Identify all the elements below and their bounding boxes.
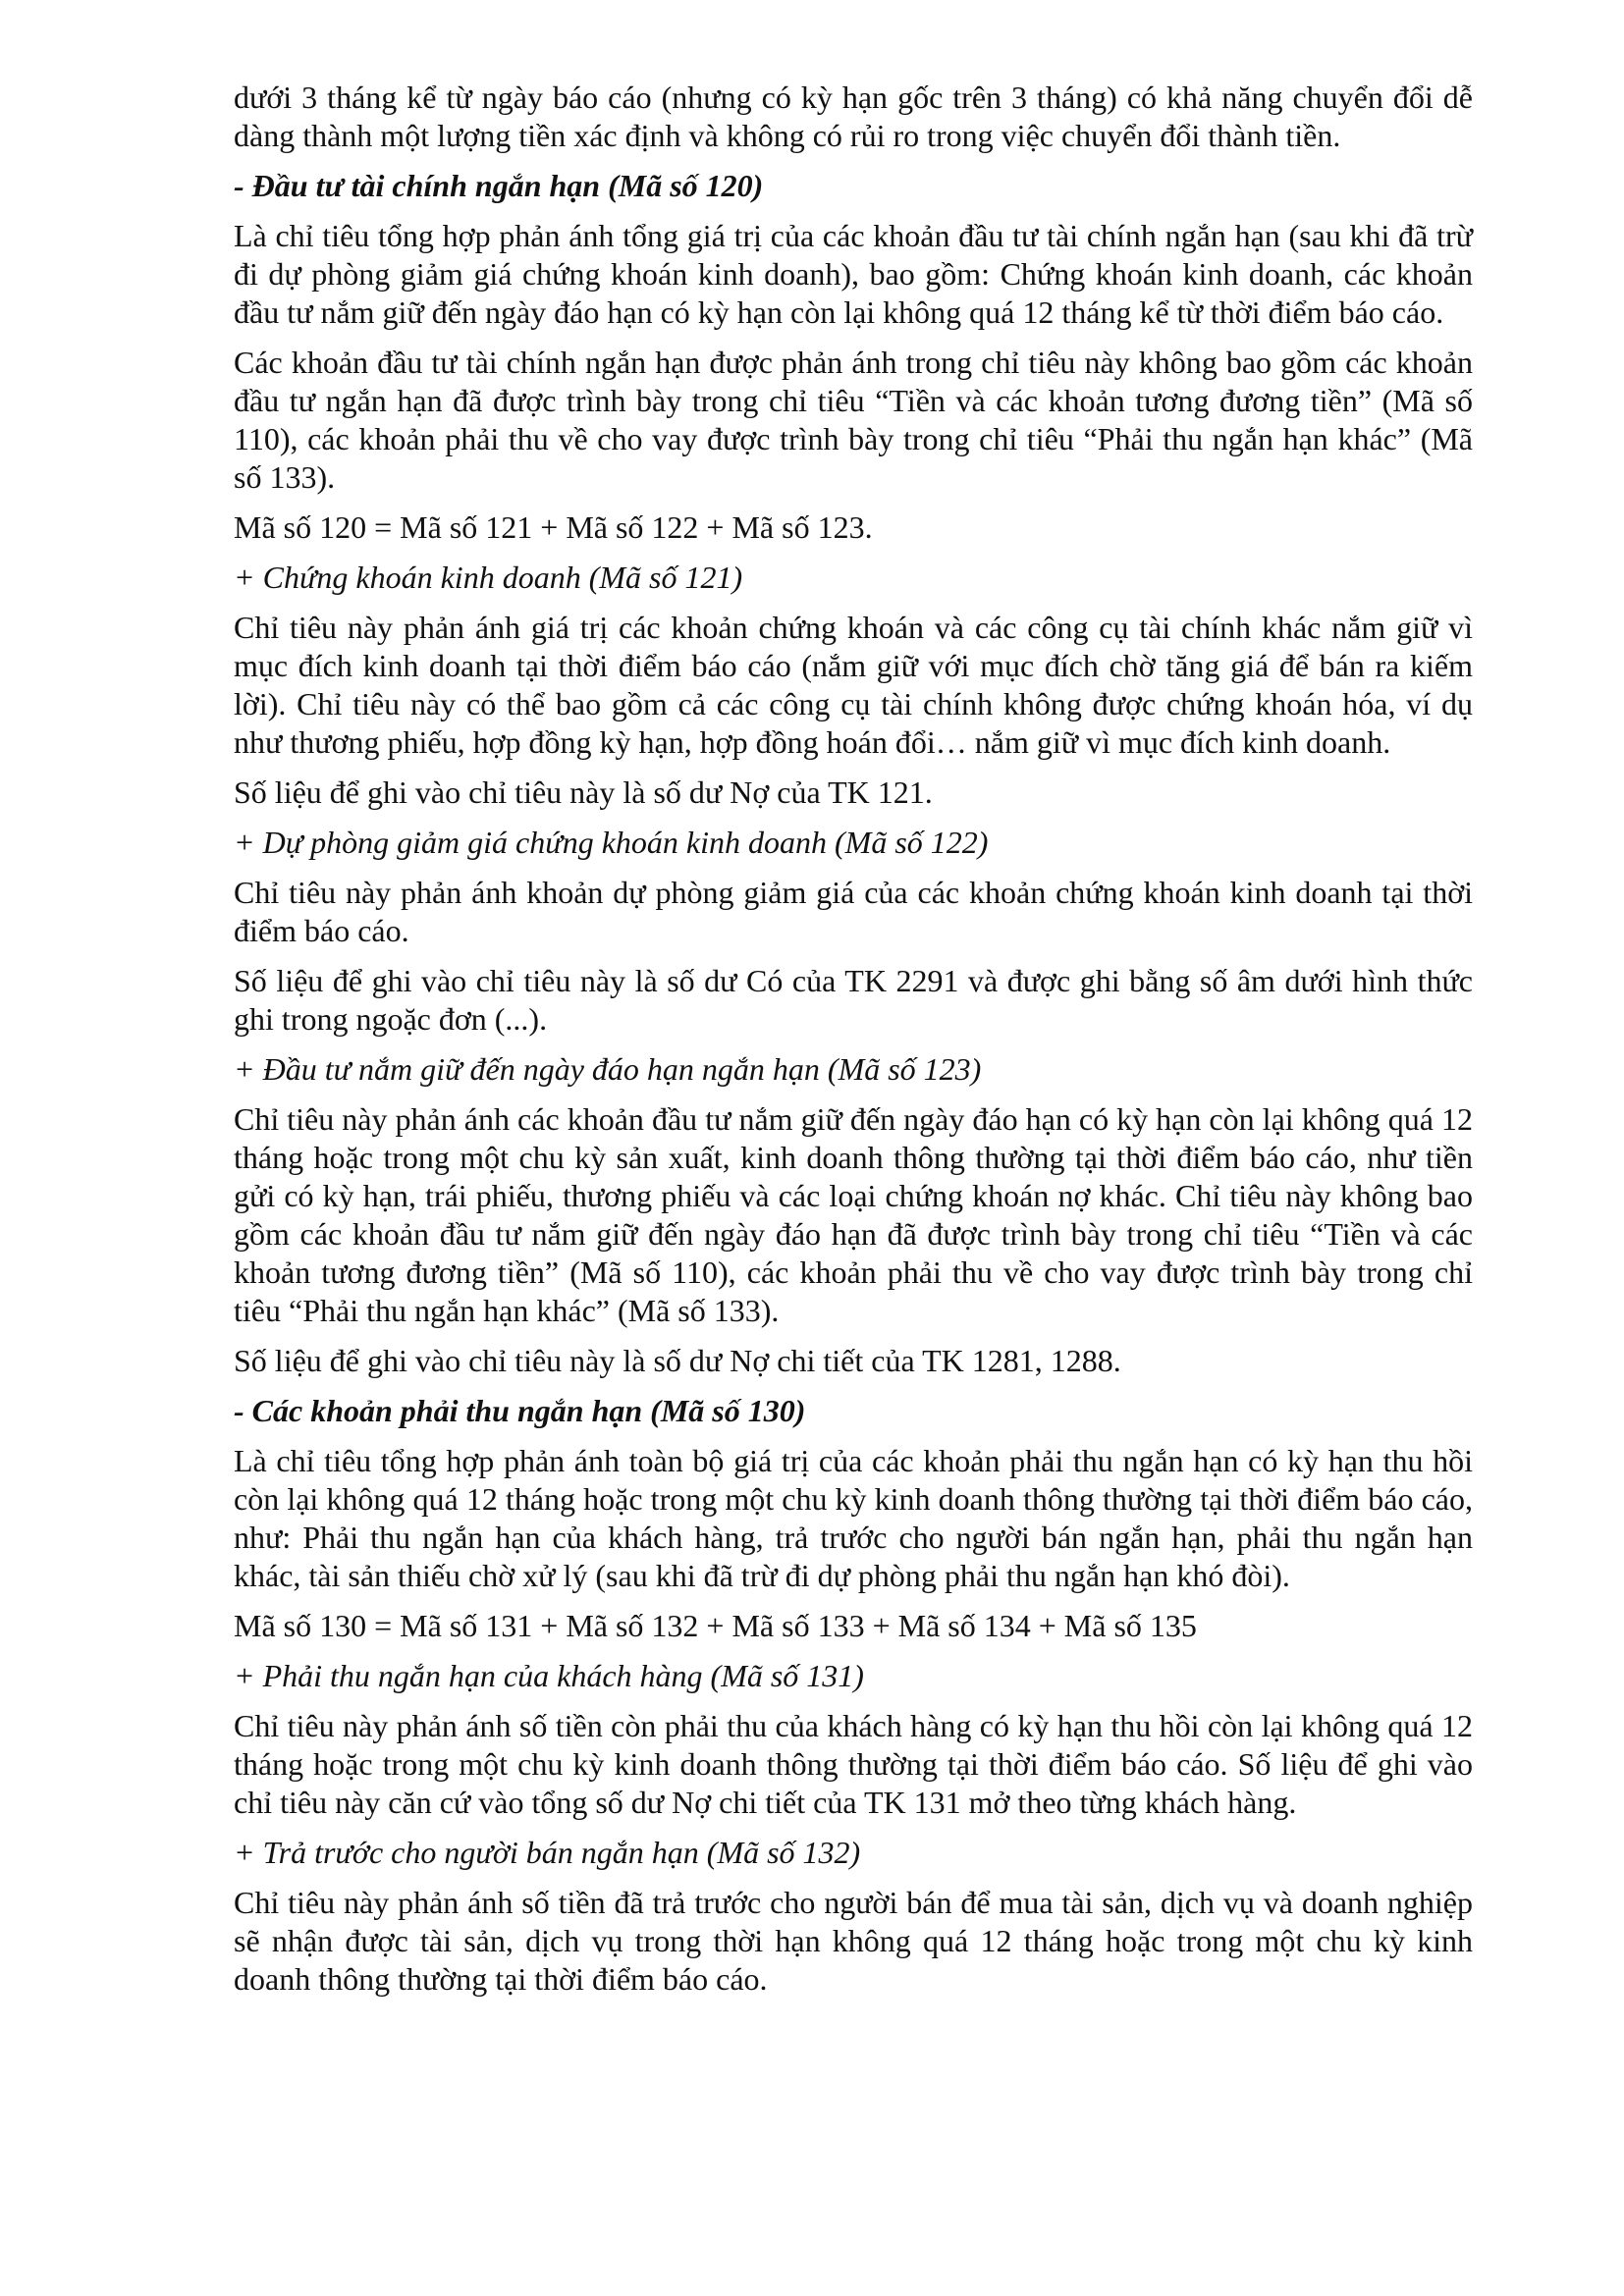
paragraph: Chỉ tiêu này phản ánh số tiền còn phải thu của khách hàng có kỳ hạn thu hồi còn lại không quá 12 tháng hoặc trong một chu kỳ kinh doanh thông thường tại thời điểm báo cáo. Số liệu để ghi vào chỉ tiêu này căn cứ vào tổng số dư Nợ chi tiết của TK 131 mở theo từng khách hàng. xyxy=(234,1708,1473,1820)
section-heading: - Các khoản phải thu ngắn hạn (Mã số 130) xyxy=(234,1393,806,1428)
paragraph: Số liệu để ghi vào chỉ tiêu này là số dư Nợ của TK 121. xyxy=(234,774,933,810)
paragraph: Là chỉ tiêu tổng hợp phản ánh toàn bộ giá trị của các khoản phải thu ngắn hạn có kỳ hạn thu hồi còn lại không quá 12 tháng hoặc trong một chu kỳ kinh doanh thông thường tại thời điểm báo cáo, như: Phải thu ngắn hạn của khách hàng, trả trước cho người bán ngắn hạn, phải thu ngắn hạn khác, tài sản thiếu chờ xử lý (sau khi đã trừ đi dự phòng phải thu ngắn hạn khó đòi). xyxy=(234,1443,1473,1593)
document-page xyxy=(234,79,1473,2010)
paragraph: Chỉ tiêu này phản ánh các khoản đầu tư nắm giữ đến ngày đáo hạn có kỳ hạn còn lại không quá 12 tháng hoặc trong một chu kỳ sản xuất, kinh doanh thông thường tại thời điểm báo cáo, như tiền gửi có kỳ hạn, trái phiếu, thương phiếu và các loại chứng khoán nợ khác. Chỉ tiêu này không bao gồm các khoản đầu tư nắm giữ đến ngày đáo hạn đã được trình bày trong chỉ tiêu “Tiền và các khoản tương đương tiền” (Mã số 110), các khoản phải thu về cho vay được trình bày trong chỉ tiêu “Phải thu ngắn hạn khác” (Mã số 133). xyxy=(234,1101,1473,1328)
formula-line: Mã số 120 = Mã số 121 + Mã số 122 + Mã số 123. xyxy=(234,509,873,545)
paragraph: Chỉ tiêu này phản ánh giá trị các khoản chứng khoán và các công cụ tài chính khác nắm giữ vì mục đích kinh doanh tại thời điểm báo cáo (nắm giữ với mục đích chờ tăng giá để bán ra kiếm lời). Chỉ tiêu này có thể bao gồm cả các công cụ tài chính không được chứng khoán hóa, ví dụ như thương phiếu, hợp đồng kỳ hạn, hợp đồng hoán đổi… nắm giữ vì mục đích kinh doanh. xyxy=(234,610,1473,760)
paragraph: Số liệu để ghi vào chỉ tiêu này là số dư Nợ chi tiết của TK 1281, 1288. xyxy=(234,1343,1121,1378)
subsection-heading: + Đầu tư nắm giữ đến ngày đáo hạn ngắn hạn (Mã số 123) xyxy=(234,1051,982,1087)
paragraph: dưới 3 tháng kể từ ngày báo cáo (nhưng có kỳ hạn gốc trên 3 tháng) có khả năng chuyển đổi dễ dàng thành một lượng tiền xác định và không có rủi ro trong việc chuyển đổi thành tiền. xyxy=(234,80,1473,153)
subsection-heading: + Trả trước cho người bán ngắn hạn (Mã số 132) xyxy=(234,1835,861,1870)
formula-line: Mã số 130 = Mã số 131 + Mã số 132 + Mã số 133 + Mã số 134 + Mã số 135 xyxy=(234,1608,1197,1643)
paragraph: Số liệu để ghi vào chỉ tiêu này là số dư Có của TK 2291 và được ghi bằng số âm dưới hình thức ghi trong ngoặc đơn (...). xyxy=(234,963,1473,1037)
subsection-heading: + Chứng khoán kinh doanh (Mã số 121) xyxy=(234,560,743,595)
paragraph: Chỉ tiêu này phản ánh khoản dự phòng giảm giá của các khoản chứng khoán kinh doanh tại thời điểm báo cáo. xyxy=(234,875,1473,948)
subsection-heading: + Dự phòng giảm giá chứng khoán kinh doanh (Mã số 122) xyxy=(234,825,989,860)
subsection-heading: + Phải thu ngắn hạn của khách hàng (Mã số 131) xyxy=(234,1658,864,1693)
paragraph: Chỉ tiêu này phản ánh số tiền đã trả trước cho người bán để mua tài sản, dịch vụ và doanh nghiệp sẽ nhận được tài sản, dịch vụ trong thời hạn không quá 12 tháng hoặc trong một chu kỳ kinh doanh thông thường tại thời điểm báo cáo. xyxy=(234,1885,1473,1997)
paragraph: Là chỉ tiêu tổng hợp phản ánh tổng giá trị của các khoản đầu tư tài chính ngắn hạn (sau khi đã trừ đi dự phòng giảm giá chứng khoán kinh doanh), bao gồm: Chứng khoán kinh doanh, các khoản đầu tư nắm giữ đến ngày đáo hạn có kỳ hạn còn lại không quá 12 tháng kể từ thời điểm báo cáo. xyxy=(234,218,1473,330)
section-heading: - Đầu tư tài chính ngắn hạn (Mã số 120) xyxy=(234,168,764,203)
paragraph: Các khoản đầu tư tài chính ngắn hạn được phản ánh trong chỉ tiêu này không bao gồm các khoản đầu tư ngắn hạn đã được trình bày trong chỉ tiêu “Tiền và các khoản tương đương tiền” (Mã số 110), các khoản phải thu về cho vay được trình bày trong chỉ tiêu “Phải thu ngắn hạn khác” (Mã số 133). xyxy=(234,345,1473,495)
